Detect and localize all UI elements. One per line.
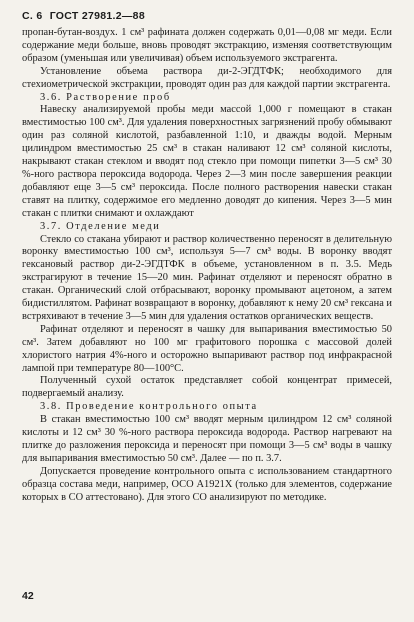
page-label: С. 6 — [22, 10, 43, 22]
standard-number: ГОСТ 27981.2—88 — [49, 10, 145, 22]
paragraph: Допускается проведение контрольного опыта с использованием стандартного образца состава меди, например, ОСО А1921Х (только для элементов, содержание которых в СО аттестовано). Для этого СО анализируют по методике. — [22, 465, 392, 503]
section-heading: 3.6. Растворение проб — [40, 91, 171, 103]
paragraph: В стакан вместимостью 100 см³ вводят мерным цилиндром 12 см³ соляной кислоты и 12 см³ 30 %-ного раствора пероксида водорода. Раствор нагревают на плитке до разложения пероксида и переносят при помощи 3—5 см³ воды в чашку для выпаривания вместимостью 50 см³. Далее — по п. 3.7. — [22, 414, 392, 464]
paragraph: Стекло со стакана убирают и раствор количественно переносят в делительную воронку вместимостью 100 см³, используя 5—7 см³ воды. В воронку вводят гексановый раствор ди-2-ЭГДТФК в объеме, установленном в п. 3.5. Медь экстрагируют в течение 15—20 мин. Рафинат отделяют и переносят обратно в стакан. Органический слой отбрасывают, воронку промывают ацетоном, а затем бидистиллятом. Рафинат возвращают в воронку, добавляют к нему 20 см³ гексана и встряхивают в течение 3—5 мин для удаления остатков органических веществ. — [22, 233, 392, 322]
paragraph: Установление объема раствора ди-2-ЭГДТФК; необходимого для стехиометрической экстракции, проводят один раз для каждой партии экстрагента. — [22, 65, 392, 90]
paragraph: Рафинат отделяют и переносят в чашку для выпаривания вместимостью 50 см³. Затем добавляют но 100 мг графитового порошка с массовой долей хлористого натрия 4%-ного и осторожно выпаривают раствор под инфракрасной лампой при температуре 80—100°С. — [22, 323, 392, 374]
paragraph: Полученный сухой остаток представляет собой концентрат примесей, подвергаемый анализу. — [22, 375, 392, 400]
page-number: 42 — [22, 590, 34, 602]
paragraph: пропан-бутан-воздух. 1 см³ рафината должен содержать 0,01—0,08 мг меди. Если содержание меди больше, вновь проводят экстракцию, изменяя соответствующим образом (уменьшая или увеличивая) объем используемого экстрагента. — [22, 27, 392, 64]
section-heading: 3.7. Отделение меди — [40, 220, 161, 232]
running-header — [22, 10, 392, 22]
body-text — [22, 27, 392, 505]
paragraph: Навеску анализируемой пробы меди массой 1,000 г помещают в стакан вместимостью 100 см³. Для удаления поверхностных загрязнений пробу обмывают один раз соляной кислотой, разбавленной 1:10, и дважды водой. Мерным цилиндром вместимостью 25 см³ в стакан наливают 12 см³ соляной кислоты, накрывают стакан стеклом и вводят под стекло при помощи пипетки 3—5 см³ 30 %-ного раствора пероксида водорода. Через 2—3 мин после завершения реакции добавляют еще 3—5 см³ пероксида. После полного растворения навески стакан ставят на плитку, содержимое его медленно доводят до кипения. Через 3—5 мин стакан с плитки снимают и охлаждают — [22, 104, 392, 219]
section-heading: 3.8. Проведение контрольного опыта — [40, 401, 258, 413]
